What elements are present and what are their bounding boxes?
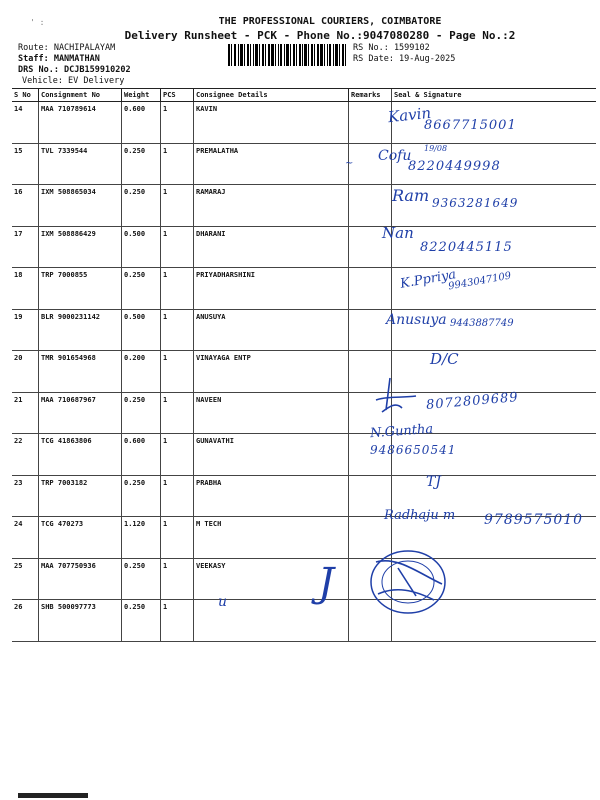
- cell-pcs: 1: [161, 185, 194, 227]
- cell-consignee: VINAYAGA ENTP: [194, 351, 349, 393]
- cell-consignment: MAA 710789614: [39, 102, 122, 144]
- cell-consignment: MAA 707750936: [39, 558, 122, 600]
- cell-consignee: GUNAVATHI: [194, 434, 349, 476]
- cell-consignment: TMR 901654968: [39, 351, 122, 393]
- cell-pcs: 1: [161, 600, 194, 642]
- handwriting-remark-mark: ~: [345, 158, 354, 169]
- corner-marks: ' :: [30, 18, 45, 27]
- cell-remarks: [349, 268, 392, 310]
- table-row: [12, 434, 596, 476]
- cell-sno: 21: [12, 392, 39, 434]
- cell-consignee: M TECH: [194, 517, 349, 559]
- runsheet-table: [12, 88, 596, 642]
- cell-consignment: BLR 9000231142: [39, 309, 122, 351]
- cell-weight: 0.600: [122, 434, 161, 476]
- cell-consignee: NAVEEN: [194, 392, 349, 434]
- handwriting-gunavathi-phone: 9486650541: [370, 443, 457, 457]
- cell-pcs: 1: [161, 434, 194, 476]
- cell-weight: 0.250: [122, 600, 161, 642]
- runsheet-subtitle: Delivery Runsheet - PCK - Phone No.:9047080280 - Page No.:2: [124, 29, 516, 42]
- table-header-row: [12, 89, 596, 102]
- cell-sno: 20: [12, 351, 39, 393]
- cell-consignment: IXM 508865034: [39, 185, 122, 227]
- seal-stamp-icon: [368, 548, 448, 616]
- cell-consignment: TCG 470273: [39, 517, 122, 559]
- cell-sno: 15: [12, 143, 39, 185]
- handwriting-naveen-sign: [372, 376, 422, 416]
- cell-weight: 0.250: [122, 143, 161, 185]
- cell-weight: 0.600: [122, 102, 161, 144]
- handwriting-premalatha-phone: 8220449998: [408, 159, 501, 174]
- cell-weight: 0.200: [122, 351, 161, 393]
- cell-pcs: 1: [161, 517, 194, 559]
- cell-weight: 0.250: [122, 268, 161, 310]
- cell-remarks: [349, 102, 392, 144]
- cell-consignee: PRIYADHARSHINI: [194, 268, 349, 310]
- handwriting-premalatha-date: 19/08: [424, 144, 448, 153]
- cell-consignee: PRABHA: [194, 475, 349, 517]
- cell-pcs: 1: [161, 226, 194, 268]
- handwriting-dharani-sign: Nan: [382, 224, 414, 242]
- scan-edge-mark: [18, 793, 88, 798]
- handwriting-premalatha-sign: Cofu: [378, 148, 412, 164]
- cell-pcs: 1: [161, 558, 194, 600]
- cell-consignee: KAVIN: [194, 102, 349, 144]
- cell-consignee: DHARANI: [194, 226, 349, 268]
- rs-date: RS Date: 19-Aug-2025: [353, 54, 456, 64]
- cell-remarks: [349, 185, 392, 227]
- cell-pcs: 1: [161, 268, 194, 310]
- staff: Staff: MANMATHAN: [18, 54, 100, 64]
- cell-sno: 17: [12, 226, 39, 268]
- table-row: [12, 143, 596, 185]
- handwriting-priyadharshini-phone: 9943047109: [447, 270, 513, 293]
- handwriting-kavin-phone: 8667715001: [424, 118, 517, 133]
- col-weight: Weight: [122, 89, 161, 102]
- rs-number: RS No.: 1599102: [353, 43, 430, 53]
- cell-weight: 0.250: [122, 392, 161, 434]
- handwriting-priyadharshini-sign: K.Ppriya: [399, 267, 458, 292]
- cell-consignee: RAMARAJ: [194, 185, 349, 227]
- route: Route: NACHIPALAYAM: [18, 43, 116, 53]
- cell-sno: 16: [12, 185, 39, 227]
- handwriting-anusuya-sign: Anusuya: [386, 312, 447, 328]
- cell-consignment: MAA 710687967: [39, 392, 122, 434]
- vehicle: Vehicle: EV Delivery: [22, 76, 125, 86]
- table-row: [12, 475, 596, 517]
- company-title: THE PROFESSIONAL COURIERS, COIMBATORE: [218, 16, 442, 27]
- cell-weight: 0.250: [122, 558, 161, 600]
- col-signature: Seal & Signature: [392, 89, 597, 102]
- handwriting-kavin-name: Kavin: [387, 103, 432, 127]
- handwriting-vinayaga-mark: D/C: [430, 350, 459, 368]
- cell-pcs: 1: [161, 143, 194, 185]
- col-consignee: Consignee Details: [194, 89, 349, 102]
- cell-weight: 0.500: [122, 226, 161, 268]
- cell-consignee: VEEKASY: [194, 558, 349, 600]
- drs-number: DRS No.: DCJB159910202: [18, 65, 131, 75]
- handwriting-ramaraj-phone: 9363281649: [432, 196, 519, 210]
- handwriting-naveen-phone: 8072809689: [425, 389, 520, 414]
- cell-sno: 25: [12, 558, 39, 600]
- cell-consignment: TVL 7339544: [39, 143, 122, 185]
- table-row: [12, 309, 596, 351]
- cell-sno: 19: [12, 309, 39, 351]
- col-pcs: PCS: [161, 89, 194, 102]
- cell-consignment: SHB 500097773: [39, 600, 122, 642]
- handwriting-prabha-sign: TJ: [426, 474, 441, 490]
- cell-sno: 24: [12, 517, 39, 559]
- cell-sno: 18: [12, 268, 39, 310]
- cell-consignment: TRP 7003182: [39, 475, 122, 517]
- col-consignment: Consignment No: [39, 89, 122, 102]
- col-sno: S No: [12, 89, 39, 102]
- handwriting-sno26-sign: J: [318, 560, 335, 606]
- cell-pcs: 1: [161, 309, 194, 351]
- cell-signature: [392, 351, 597, 393]
- col-remarks: Remarks: [349, 89, 392, 102]
- barcode: [228, 44, 346, 66]
- handwriting-mtech-sign: Radhaju m: [384, 508, 456, 523]
- cell-pcs: 1: [161, 475, 194, 517]
- cell-consignee: ANUSUYA: [194, 309, 349, 351]
- cell-weight: 0.500: [122, 309, 161, 351]
- cell-sno: 22: [12, 434, 39, 476]
- header-meta-right: [353, 43, 455, 65]
- table-row: [12, 351, 596, 393]
- table-row: [12, 558, 596, 600]
- handwriting-anusuya-phone: 9443887749: [450, 318, 514, 329]
- handwriting-dharani-phone: 8220445115: [420, 240, 513, 255]
- handwriting-ramaraj-sign: Ram: [392, 186, 430, 205]
- handwriting-mtech-phone: 9789575010: [484, 512, 584, 528]
- cell-weight: 1.120: [122, 517, 161, 559]
- table-row: [12, 600, 596, 642]
- cell-consignee: PREMALATHA: [194, 143, 349, 185]
- handwriting-gunavathi-sign: N.Guntha: [369, 421, 434, 442]
- handwriting-sno26-mark: u: [218, 594, 228, 610]
- cell-consignment: IXM 508886429: [39, 226, 122, 268]
- cell-weight: 0.250: [122, 185, 161, 227]
- cell-pcs: 1: [161, 351, 194, 393]
- cell-sno: 14: [12, 102, 39, 144]
- cell-weight: 0.250: [122, 475, 161, 517]
- cell-pcs: 1: [161, 102, 194, 144]
- cell-pcs: 1: [161, 392, 194, 434]
- cell-consignment: TCG 41863806: [39, 434, 122, 476]
- cell-sno: 26: [12, 600, 39, 642]
- cell-sno: 23: [12, 475, 39, 517]
- cell-consignment: TRP 7000855: [39, 268, 122, 310]
- header-meta-left: [18, 43, 131, 76]
